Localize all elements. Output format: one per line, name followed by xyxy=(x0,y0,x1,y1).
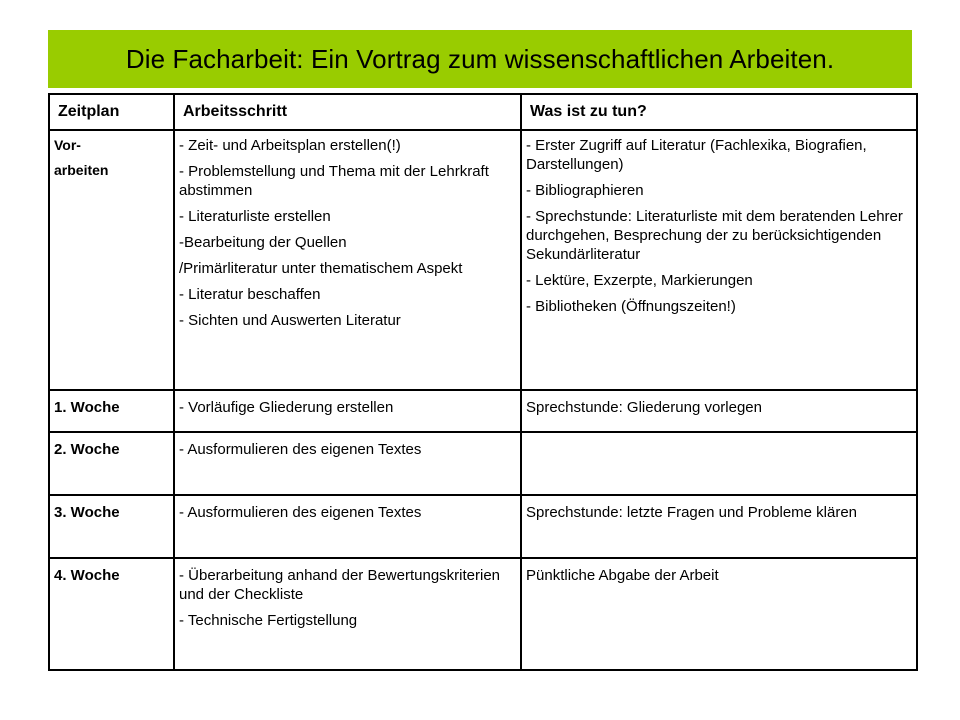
todo-item: - Bibliotheken (Öffnungszeiten!) xyxy=(526,298,736,315)
header-arbeitsschritt: Arbeitsschritt xyxy=(174,94,521,130)
schritt-item: /Primärliteratur unter thematischem Aspekt xyxy=(179,260,463,277)
title-bar xyxy=(48,30,912,88)
row-zeit-cell: 1. Woche xyxy=(49,390,174,432)
table-row xyxy=(49,495,917,558)
todo-item: - Bibliographieren xyxy=(526,182,644,199)
schritt-item: - Technische Fertigstellung xyxy=(179,612,358,629)
todo-item: Pünktliche Abgabe der Arbeit xyxy=(526,567,719,584)
schritt-item: - Literaturliste erstellen xyxy=(179,208,331,225)
row-todo-cell xyxy=(521,495,917,558)
row-todo-cell xyxy=(521,390,917,432)
schritt-item: - Literatur beschaffen xyxy=(179,286,321,303)
row-todo-cell xyxy=(521,432,917,495)
row-todo-cell xyxy=(521,130,917,390)
row-zeit-cell xyxy=(49,130,174,390)
schritt-item: - Problemstellung und Thema mit der Lehrkraft abstimmen xyxy=(179,163,489,199)
row-schritte-cell xyxy=(174,130,521,390)
row-zeit-cell: 2. Woche xyxy=(49,432,174,495)
row-schritte-cell xyxy=(174,390,521,432)
page-title: Die Facharbeit: Ein Vortrag zum wissenschaftlichen Arbeiten. xyxy=(125,43,835,74)
table-row xyxy=(49,390,917,432)
header-zeitplan: Zeitplan xyxy=(49,94,174,130)
todo-item: - Erster Zugriff auf Literatur (Fachlexika, Biografien, Darstellungen) xyxy=(526,137,867,173)
row-zeit-cell: 3. Woche xyxy=(49,495,174,558)
schritt-item: - Sichten und Auswerten Literatur xyxy=(179,312,401,329)
row-todo-cell xyxy=(521,558,917,670)
table-header-row xyxy=(49,94,917,130)
row-zeit-line: arbeiten xyxy=(54,162,109,178)
schritt-item: - Vorläufige Gliederung erstellen xyxy=(179,399,394,416)
row-schritte-cell xyxy=(174,558,521,670)
table-row xyxy=(49,130,917,390)
row-zeit-cell: 4. Woche xyxy=(49,558,174,670)
todo-item: Sprechstunde: letzte Fragen und Probleme klären xyxy=(526,504,858,521)
row-zeit-line: Vor- xyxy=(54,137,81,153)
todo-item: - Lektüre, Exzerpte, Markierungen xyxy=(526,272,753,289)
schritt-item: -Bearbeitung der Quellen xyxy=(179,234,347,251)
row-schritte-cell xyxy=(174,495,521,558)
todo-item: - Sprechstunde: Literaturliste mit dem beratenden Lehrer durchgehen, Besprechung der zu berücksichtigenden Sekundärliteratur xyxy=(526,208,903,263)
table-row xyxy=(49,432,917,495)
schedule-table xyxy=(48,93,918,671)
schritt-item: - Zeit- und Arbeitsplan erstellen(!) xyxy=(179,137,401,154)
table-row xyxy=(49,558,917,670)
todo-item: Sprechstunde: Gliederung vorlegen xyxy=(526,399,762,416)
schritt-item: - Ausformulieren des eigenen Textes xyxy=(179,441,422,458)
header-todo: Was ist zu tun? xyxy=(521,94,917,130)
row-schritte-cell xyxy=(174,432,521,495)
schritt-item: - Ausformulieren des eigenen Textes xyxy=(179,504,422,521)
schritt-item: - Überarbeitung anhand der Bewertungskriterien und der Checkliste xyxy=(179,567,501,603)
